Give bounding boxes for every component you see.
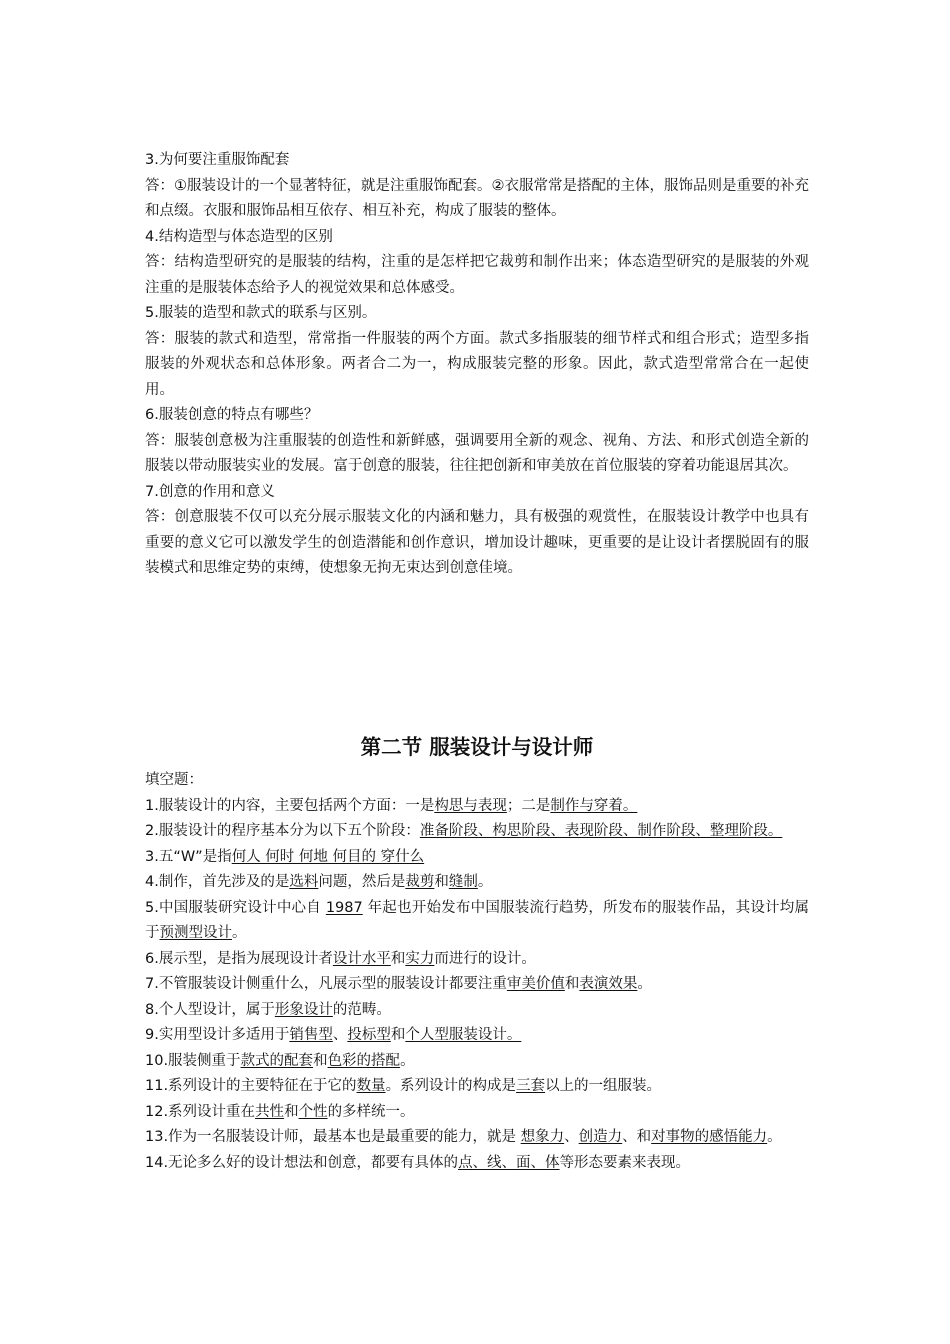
answer-blank: 准备阶段、构思阶段、表现阶段、制作阶段、整理阶段。 [419,823,783,839]
answer-blank: 数量 [356,1078,386,1094]
item-text: 以上的一组服装。 [545,1078,662,1094]
item-text: ；二是 [506,797,551,814]
answer-blank: 裁剪 [405,874,435,890]
answer-blank: 审美价值 [506,976,565,992]
section-title: 第二节 服装设计与设计师 [360,735,594,759]
fill-blank-item [145,1023,809,1049]
item-text: 的范畴。 [332,1001,391,1018]
fill-blank-item [145,896,809,947]
item-text: 。 [477,874,493,890]
item-text: 、和 [622,1129,652,1145]
fill-blank-item [145,845,809,871]
answer-blank: 形象设计 [274,1001,333,1018]
item-text: 10.服装侧重于 [145,1052,241,1069]
item-text: 5.中国服装研究设计中心自 [145,899,326,916]
item-text: 。 [232,925,247,941]
fill-blank-item [145,1049,809,1075]
fill-blank-item [145,1100,809,1126]
item-text: 8.个人型设计，属于 [145,1001,275,1018]
question-5: 5.服装的造型和款式的联系与区别。 [145,305,377,321]
answer-blank: 对事物的感悟能力 [651,1129,768,1145]
answer-blank: 创造力 [578,1129,623,1145]
fill-blank-item [145,972,809,998]
item-text: 而进行的设计。 [434,950,536,967]
answer-blank: 投标型 [347,1027,391,1043]
answer-blank: 何人 何时 何地 何目的 穿什么 [231,848,425,865]
qa-section [145,148,809,582]
question-4: 4.结构造型与体态造型的区别 [145,228,333,245]
item-text: 7.不管服装设计侧重什么，凡展示型的服装设计都要注重 [145,976,507,992]
item-text: 。 [767,1129,782,1145]
answer-blank: 表演效果 [579,976,638,992]
question-3: 3.为何要注重服饰配套 [145,152,290,168]
item-text: 问题，然后是 [318,874,406,890]
fill-blank-item [145,870,809,896]
item-text: 14.无论多么好的设计想法和创意，都要有具体的 [145,1154,459,1171]
answer-blank: 点、线、面、体 [458,1154,560,1171]
item-text: 4.制作，首先涉及的是 [145,874,290,890]
item-text: 和 [284,1103,299,1120]
answer-blank: 1987 [325,899,363,916]
item-text: 和 [390,1027,406,1043]
fill-blank-item [145,947,809,973]
fill-blank-item [145,1151,809,1177]
item-text: 13.作为一名服装设计师，最基本也是最重要的能力，就是 [145,1129,521,1145]
answer-blank: 想象力 [520,1129,565,1145]
item-text: 和 [390,950,406,967]
answer-4: 答：结构造型研究的是服装的结构，注重的是怎样把它裁剪和制作出来；体态造型研究的是服装的外观注重的是服装体态给予人的视觉效果和总体感受。 [145,254,809,296]
answer-blank: 设计水平 [332,950,391,967]
item-text: 12.系列设计重在 [145,1103,256,1120]
item-text: 的多样统一。 [327,1103,415,1120]
fill-blank-item [145,1074,809,1100]
item-text: 和 [313,1052,328,1069]
answer-5: 答：服装的款式和造型，常常指一件服装的两个方面。款式多指服装的细节样式和组合形式；造型多指服装的外观状态和总体形象。两者合二为一，构成服装完整的形象。因此，款式造型常常合在一起使用。 [145,330,809,398]
item-text: 1.服装设计的内容，主要包括两个方面：一是 [145,797,435,814]
answer-blank: 构思与表现 [434,797,507,814]
fill-blank-item [145,819,809,845]
item-text: 。 [637,976,652,992]
answer-blank: 缝制 [448,874,478,890]
answer-blank: 三套 [516,1078,546,1094]
answer-blank: 个人型服装设计。 [405,1027,522,1043]
fill-blank-item [145,998,809,1024]
item-text: 6.展示型，是指为展现设计者 [145,950,333,967]
item-text: 3.五“W”是指 [145,848,232,865]
answer-6: 答：服装创意极为注重服装的创造性和新鲜感，强调要用全新的观念、视角、方法、和形式创造全新的服装以带动服装实业的发展。富于创意的服装，往往把创新和审美放在首位服装的穿着功能退居其次。 [145,432,809,474]
answer-blank: 款式的配套 [240,1052,314,1069]
item-text: 和 [434,874,449,890]
answer-7: 答：创意服装不仅可以充分展示服装文化的内涵和魅力，具有极强的观赏性，在服装设计教学中也具有重要的意义它可以激发学生的创造潜能和创作意识，增加设计趣味，更重要的是让设计者摆脱固有的服装模式和思维定势的束缚，使想象无拘无束达到创意佳境。 [145,509,809,576]
answer-blank: 个性 [298,1103,328,1120]
item-text: 。系列设计的构成是 [385,1078,517,1094]
item-text: 等形态要素来表现。 [559,1154,691,1171]
item-text: 2.服装设计的程序基本分为以下五个阶段： [145,823,420,839]
item-text: 和 [564,976,580,992]
answer-blank: 色彩的搭配 [327,1052,401,1069]
item-text: 、 [332,1027,348,1043]
fill-blank-list [145,794,809,1177]
item-text: 11.系列设计的主要特征在于它的 [145,1078,357,1094]
item-text: 、 [564,1129,579,1145]
item-text: 年起也开始发布中国服装流行趋势，所发布的服装作品，其设计均属于 [145,899,809,941]
item-text: 9.实用型设计多适用于 [145,1027,290,1043]
answer-blank: 预测型设计 [159,925,232,941]
fill-blank-label: 填空题： [145,772,203,788]
fill-blank-item [145,1125,809,1151]
answer-blank: 选料 [289,874,319,890]
answer-blank: 销售型 [289,1027,333,1043]
answer-blank: 实力 [405,950,435,967]
answer-blank: 共性 [255,1103,285,1120]
answer-3: 答：①服装设计的一个显著特征，就是注重服饰配套。②衣服常常是搭配的主体，服饰品则是重要的补充和点缀。衣服和服饰品相互依存、相互补充，构成了服装的整体。 [145,177,809,219]
question-6: 6.服装创意的特点有哪些？ [145,407,319,423]
answer-blank: 制作与穿着。 [550,797,638,814]
question-7: 7.创意的作用和意义 [145,483,275,500]
section-2 [145,730,809,1176]
fill-blank-item [145,794,809,820]
item-text: 。 [400,1052,415,1069]
